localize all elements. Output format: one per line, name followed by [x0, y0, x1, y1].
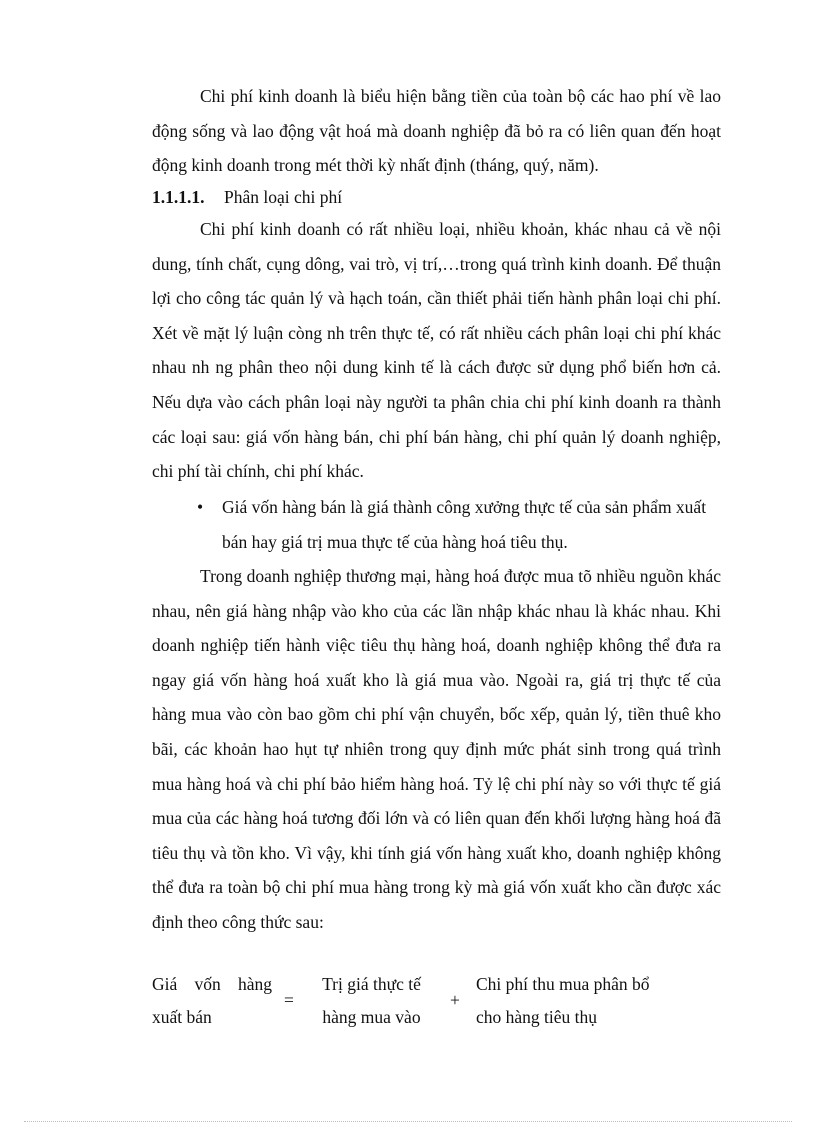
formula-middle-line1: Trị giá thực tế — [322, 974, 421, 994]
formula-right-term — [476, 968, 691, 1034]
formula-left-term — [152, 968, 272, 1034]
section-heading — [152, 182, 342, 212]
section-title: Phân loại chi phí — [224, 187, 343, 207]
formula-middle-line2: hàng mua vào — [322, 1007, 421, 1027]
formula-right-line1: Chi phí thu mua phân bổ — [476, 974, 650, 994]
section-number: 1.1.1.1. — [152, 187, 205, 207]
paragraph-trade-enterprise: Trong doanh nghiệp thương mại, hàng hoá được mua tõ nhiều nguồn khác nhau, nên giá hàng nhập vào kho của các lần nhập khác nhau là khác nhau. Khi doanh nghiệp tiến hành việc tiêu thụ hàng hoá, doanh nghiệp không thể đưa ra ngay giá vốn hàng hoá xuất kho là giá mua vào. Ngoài ra, giá trị thực tế của hàng mua vào còn bao gồm chi phí vận chuyển, bốc xếp, quản lý, tiền thuê kho bãi, các khoản hao hụt tự nhiên trong quy định mức phát sinh trong quá trình mua hàng hoá và chi phí bảo hiểm hàng hoá. Tỷ lệ chi phí này so với thực tế giá mua của các hàng hoá tương đối lớn và có liên quan đến khối lượng hàng hoá đã tiêu thụ và tồn kho. Vì vậy, khi tính giá vốn hàng xuất kho, doanh nghiệp không thể đưa ra toàn bộ chi phí mua hàng trong kỳ mà giá vốn xuất kho cần được xác định theo công thức sau: — [152, 566, 721, 932]
formula-equals-sign: = — [284, 990, 294, 1010]
paragraph-cost-definition: Chi phí kinh doanh là biểu hiện bằng tiền của toàn bộ các hao phí về lao động sống và lao động vật hoá mà doanh nghiệp đã bỏ ra có liên quan đến hoạt động kinh doanh trong mét thời kỳ nhất định (tháng, quý, năm). — [152, 86, 721, 176]
paragraph-cost-classification: Chi phí kinh doanh có rất nhiều loại, nhiều khoản, khác nhau cả về nội dung, tính chất, cụng dông, vai trò, vị trí,…trong quá trình kinh doanh. Để thuận lợi cho công tác quản lý và hạch toán, cần thiết phải tiến hành phân loại chi phí. Xét về mặt lý luận còng nh trên thực tế, có rất nhiều cách phân loại chi phí khác nhau nh ng phân theo nội dung kinh tế là cách được sử dụng phổ biến hơn cả. Nếu dựa vào cách phân loại này người ta phân chia chi phí kinh doanh ra thành các loại sau: giá vốn hàng bán, chi phí bán hàng, chi phí quản lý doanh nghiệp, chi phí tài chính, chi phí khác. — [152, 219, 721, 482]
formula-left-word: Giá — [152, 974, 178, 994]
formula-left-line2: xuất bán — [152, 1007, 212, 1027]
formula-left-word: hàng — [237, 974, 272, 994]
page-bottom-divider — [24, 1121, 792, 1122]
formula-plus-sign: + — [450, 990, 460, 1010]
bullet-item-cost-of-goods — [197, 490, 721, 559]
formula-right-line2: cho hàng tiêu thụ — [476, 1007, 598, 1027]
bullet-text: Giá vốn hàng bán là giá thành công xưởng thực tế của sản phẩm xuất bán hay giá trị mua thực tế của hàng hoá tiêu thụ. — [222, 497, 707, 552]
bullet-icon: • — [197, 497, 204, 517]
formula-middle-term — [314, 968, 429, 1034]
formula-left-word: vốn — [194, 974, 221, 994]
